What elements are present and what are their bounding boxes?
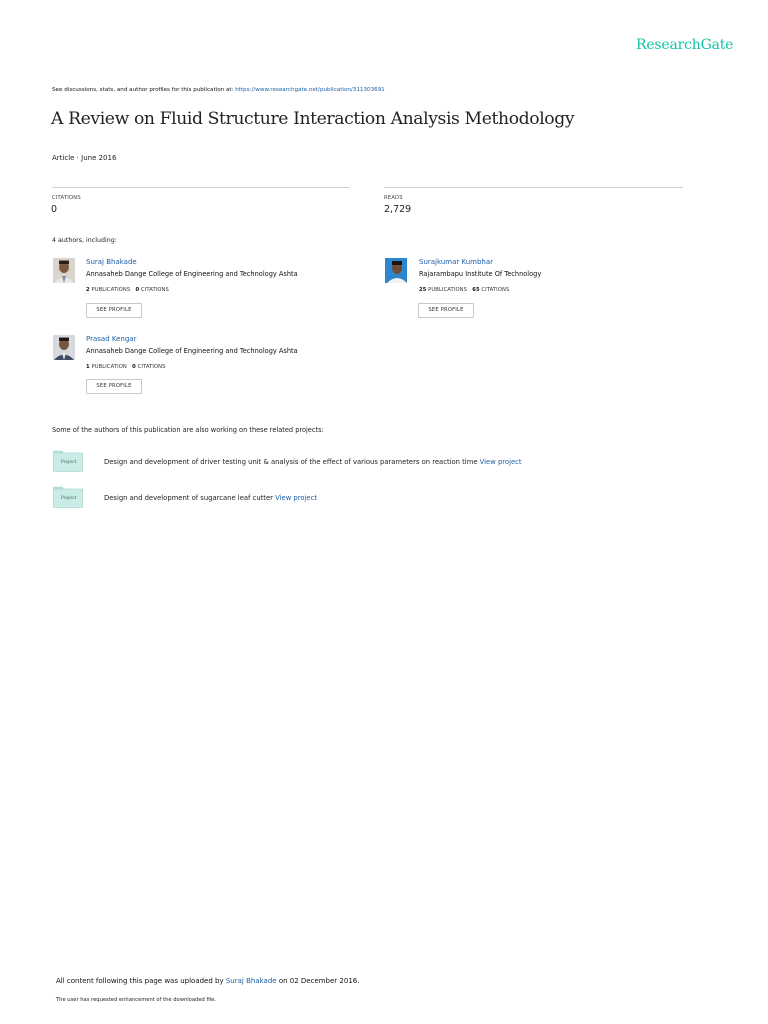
- project-title: Design and development of driver testing unit & analysis of the effect of various parameters on reaction time: [104, 458, 478, 466]
- view-project-link[interactable]: View project: [275, 494, 318, 502]
- author-photo-icon: [385, 258, 407, 283]
- avatar[interactable]: [53, 258, 75, 283]
- see-profile-button[interactable]: SEE PROFILE: [86, 379, 142, 394]
- project-folder-icon[interactable]: [53, 486, 83, 508]
- publications-count: 1: [86, 364, 90, 370]
- reads-value: 2,729: [384, 204, 412, 215]
- project-title: Design and development of sugarcane leaf cutter: [104, 494, 273, 502]
- authors-heading: 4 authors, including:: [52, 237, 117, 244]
- publications-label: PUBLICATIONS: [91, 287, 131, 293]
- upload-prefix: All content following this page was uploaded by: [56, 977, 224, 985]
- avatar[interactable]: [385, 258, 407, 283]
- citations-count: 0: [135, 287, 140, 293]
- project-icon-label: Project: [61, 496, 77, 501]
- publications-label: PUBLICATION: [91, 364, 127, 370]
- author-name-link[interactable]: Suraj Bhakade: [86, 258, 137, 266]
- publication-meta: Article · June 2016: [52, 154, 117, 162]
- publications-count: 25: [419, 287, 427, 293]
- project-item: [104, 494, 317, 502]
- avatar[interactable]: [53, 335, 75, 360]
- upload-note: [56, 977, 359, 985]
- author-name-link[interactable]: Prasad Kengar: [86, 335, 137, 343]
- reads-divider: [384, 187, 683, 188]
- project-item: [104, 458, 522, 466]
- author-stats: [86, 287, 169, 293]
- author-stats: [419, 287, 509, 293]
- author-photo-icon: [53, 335, 75, 360]
- citations-value: 0: [51, 204, 58, 215]
- discussion-prefix: See discussions, stats, and author profiles for this publication at:: [52, 87, 234, 93]
- enhancement-note: The user has requested enhancement of the downloaded file.: [56, 997, 217, 1003]
- author-name-link[interactable]: Surajkumar Kumbhar: [419, 258, 494, 266]
- citations-divider: [52, 187, 350, 188]
- citations-label: CITATIONS: [141, 287, 169, 293]
- citations-label: CITATIONS: [137, 364, 166, 370]
- citations-count: 0: [132, 364, 136, 370]
- publication-url-link[interactable]: https://www.researchgate.net/publication/311303691: [235, 87, 385, 93]
- project-folder-icon[interactable]: [53, 450, 83, 472]
- citations-label: CITATIONS: [481, 287, 510, 293]
- projects-heading: Some of the authors of this publication are also working on these related projects:: [52, 426, 324, 434]
- reads-label: READS: [384, 195, 403, 201]
- see-profile-button[interactable]: SEE PROFILE: [418, 303, 474, 318]
- project-icon-label: Project: [61, 460, 77, 465]
- author-institution: Annasaheb Dange College of Engineering and Technology Ashta: [86, 270, 298, 278]
- researchgate-logo[interactable]: ResearchGate: [636, 37, 734, 53]
- author-stats: [86, 364, 166, 370]
- uploader-link[interactable]: Suraj Bhakade: [225, 977, 277, 985]
- publication-title: A Review on Fluid Structure Interaction Analysis Methodology: [51, 109, 575, 129]
- citations-label: CITATIONS: [52, 195, 81, 201]
- citations-count: 65: [472, 287, 480, 293]
- upload-suffix: on 02 December 2016.: [278, 977, 360, 985]
- author-institution: Rajarambapu Institute Of Technology: [419, 270, 542, 278]
- view-project-link[interactable]: View project: [479, 458, 522, 466]
- publications-label: PUBLICATIONS: [428, 287, 467, 293]
- see-profile-button[interactable]: SEE PROFILE: [86, 303, 142, 318]
- discussion-line: [52, 87, 385, 93]
- publications-count: 2: [86, 287, 90, 293]
- author-institution: Annasaheb Dange College of Engineering and Technology Ashta: [86, 347, 298, 355]
- author-photo-icon: [53, 258, 75, 283]
